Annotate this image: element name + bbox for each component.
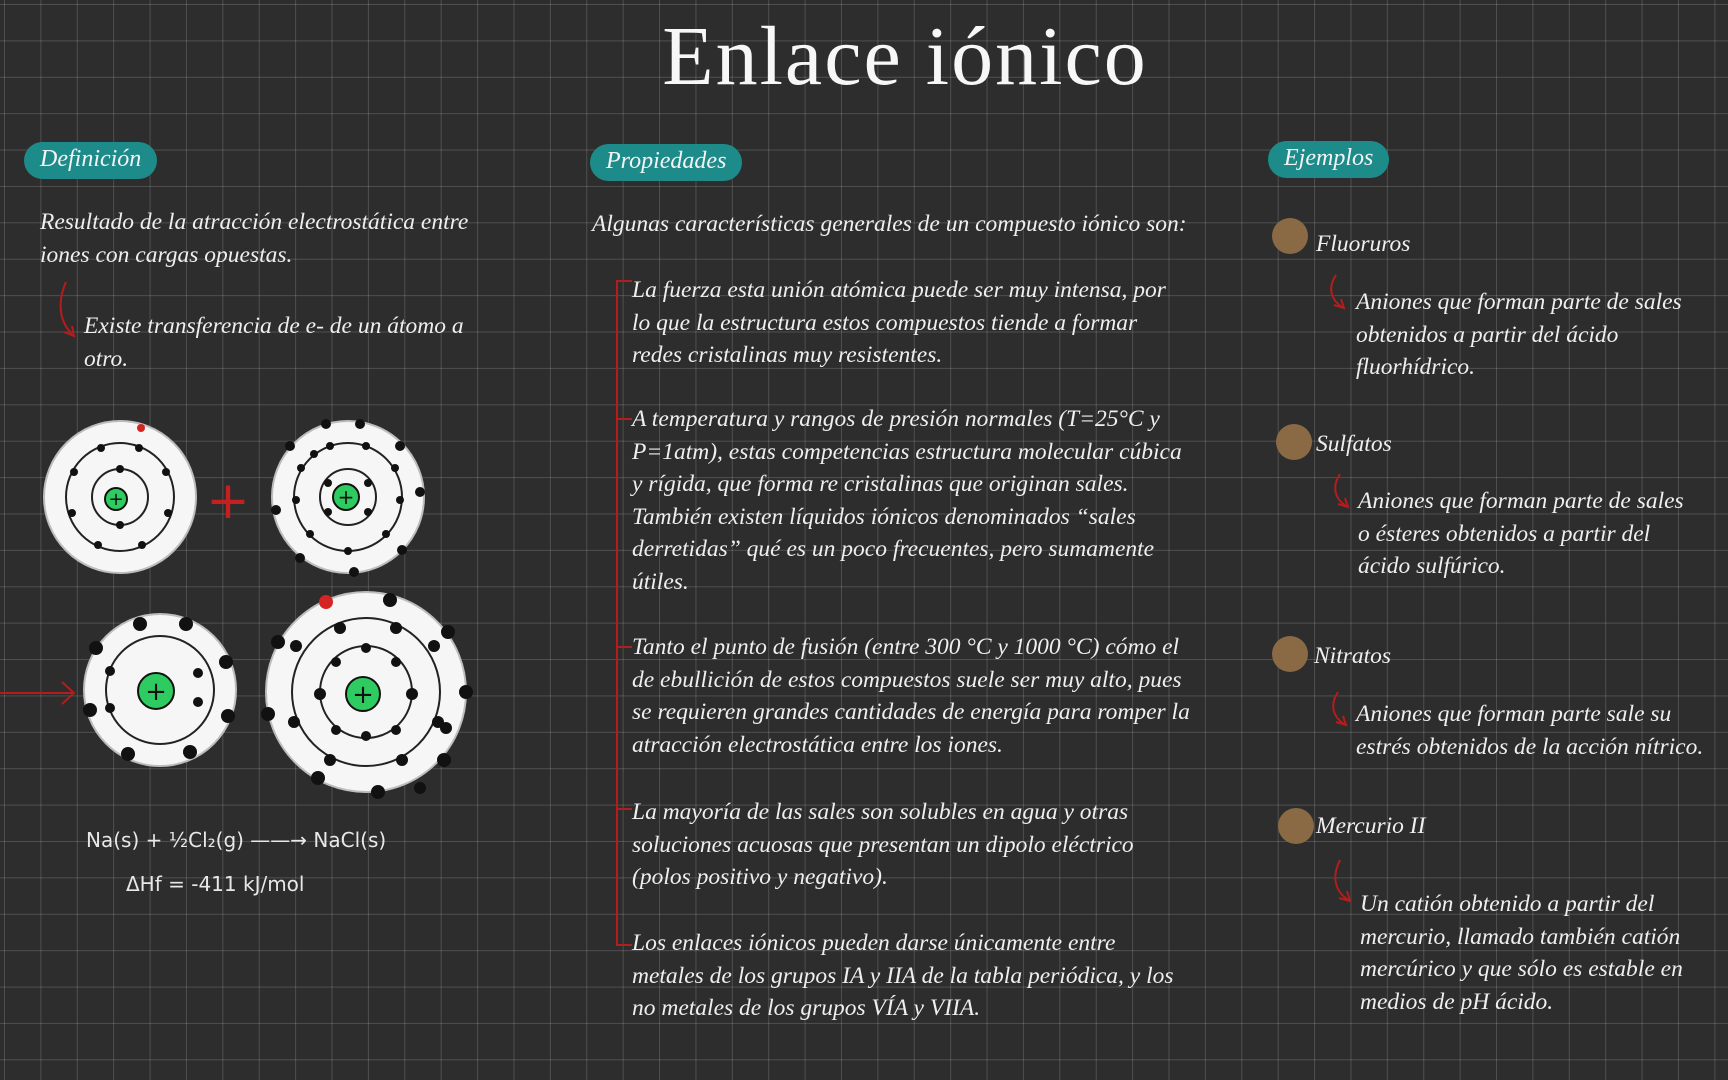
curved-arrow-icon <box>1330 474 1360 514</box>
list-item: Tanto el punto de fusión (entre 300 °C y 1000 °C) cómo el de ebullición de estos compuestos suele ser muy alto, pues se requieren grandes cantidades de energía para romper la atracción electrostática entre los iones. <box>632 634 1190 758</box>
bullet-dot-icon <box>1278 808 1314 844</box>
example-desc: Un catión obtenido a partir del mercurio, llamado también catión mercúrico y que sólo es estable en medios de pH ácido. <box>1360 891 1683 1015</box>
svg-text:+: + <box>206 471 250 531</box>
chlorine-atom-icon <box>271 419 425 577</box>
page-title: Enlace iónico <box>662 10 1148 103</box>
example-name: Sulfatos <box>1316 431 1392 457</box>
curved-arrow-icon <box>1328 692 1358 732</box>
propiedades-bracket <box>616 280 618 946</box>
list-tick <box>616 280 632 282</box>
svg-text:+: + <box>337 485 355 509</box>
example-desc: Aniones que forman parte sale su estrés obtenidos de la acción nítrico. <box>1356 701 1704 760</box>
curved-arrow-icon <box>1326 275 1356 315</box>
list-item: La fuerza esta unión atómica puede ser muy intensa, por lo que la estructura estos compuestos tiende a formar redes cristalinas muy resistentes. <box>632 277 1166 368</box>
list-item: A temperatura y rangos de presión normales (T=25°C y P=1atm), estas competencias estructura molecular cúbica y rígida, que forma re cristalinas que originan sales. También existen líquidos iónicos denominados “sales derretidas” qué es un poco frecuentes, pero sumamente útiles. <box>632 406 1182 595</box>
definicion-text: Resultado de la atracción electrostática entre iones con cargas opuestas. <box>40 209 469 268</box>
example-name: Fluoruros <box>1316 231 1411 257</box>
list-tick <box>616 808 632 810</box>
svg-text:+: + <box>352 680 374 710</box>
list-item: Los enlaces iónicos pueden darse únicamente entre metales de los grupos IA y IIA de la tabla periódica, y los no metales de los grupos VÍA y VIIA. <box>632 930 1174 1021</box>
example-name: Mercurio II <box>1316 813 1426 839</box>
enthalpy-value: ΔHf = -411 kJ/mol <box>126 872 305 896</box>
bullet-dot-icon <box>1272 218 1308 254</box>
example-desc: Aniones que forman parte de sales o ésteres obtenidos a partir del ácido sulfúrico. <box>1358 488 1684 579</box>
example-desc: Aniones que forman parte de sales obtenidos a partir del ácido fluorhídrico. <box>1356 289 1682 380</box>
ejemplos-label: Ejemplos <box>1268 141 1389 178</box>
sodium-ion-icon <box>83 614 236 766</box>
svg-text:+: + <box>145 677 167 707</box>
definicion-note: Existe transferencia de e- de un átomo a otro. <box>84 313 464 372</box>
list-tick <box>616 418 632 420</box>
svg-text:+: + <box>108 489 124 510</box>
sodium-atom-icon <box>44 421 196 573</box>
list-tick <box>616 646 632 648</box>
propiedades-intro: Algunas características generales de un compuesto iónico son: <box>592 211 1187 237</box>
example-name: Nitratos <box>1314 643 1392 669</box>
propiedades-label: Propiedades <box>590 144 742 181</box>
bullet-dot-icon <box>1276 424 1312 460</box>
curved-arrow-icon <box>1330 860 1360 906</box>
reaction-equation: Na(s) + ½Cl₂(g) ——→ NaCl(s) <box>86 828 387 852</box>
definicion-label: Definición <box>24 142 157 179</box>
curved-arrow-icon <box>56 282 86 342</box>
chloride-ion-icon <box>261 592 473 799</box>
list-tick <box>616 944 632 946</box>
list-item: La mayoría de las sales son solubles en agua y otras soluciones acuosas que presentan un dipolo eléctrico (polos positivo y negativo). <box>632 799 1134 890</box>
bullet-dot-icon <box>1272 636 1308 672</box>
atom-diagram <box>0 410 490 800</box>
